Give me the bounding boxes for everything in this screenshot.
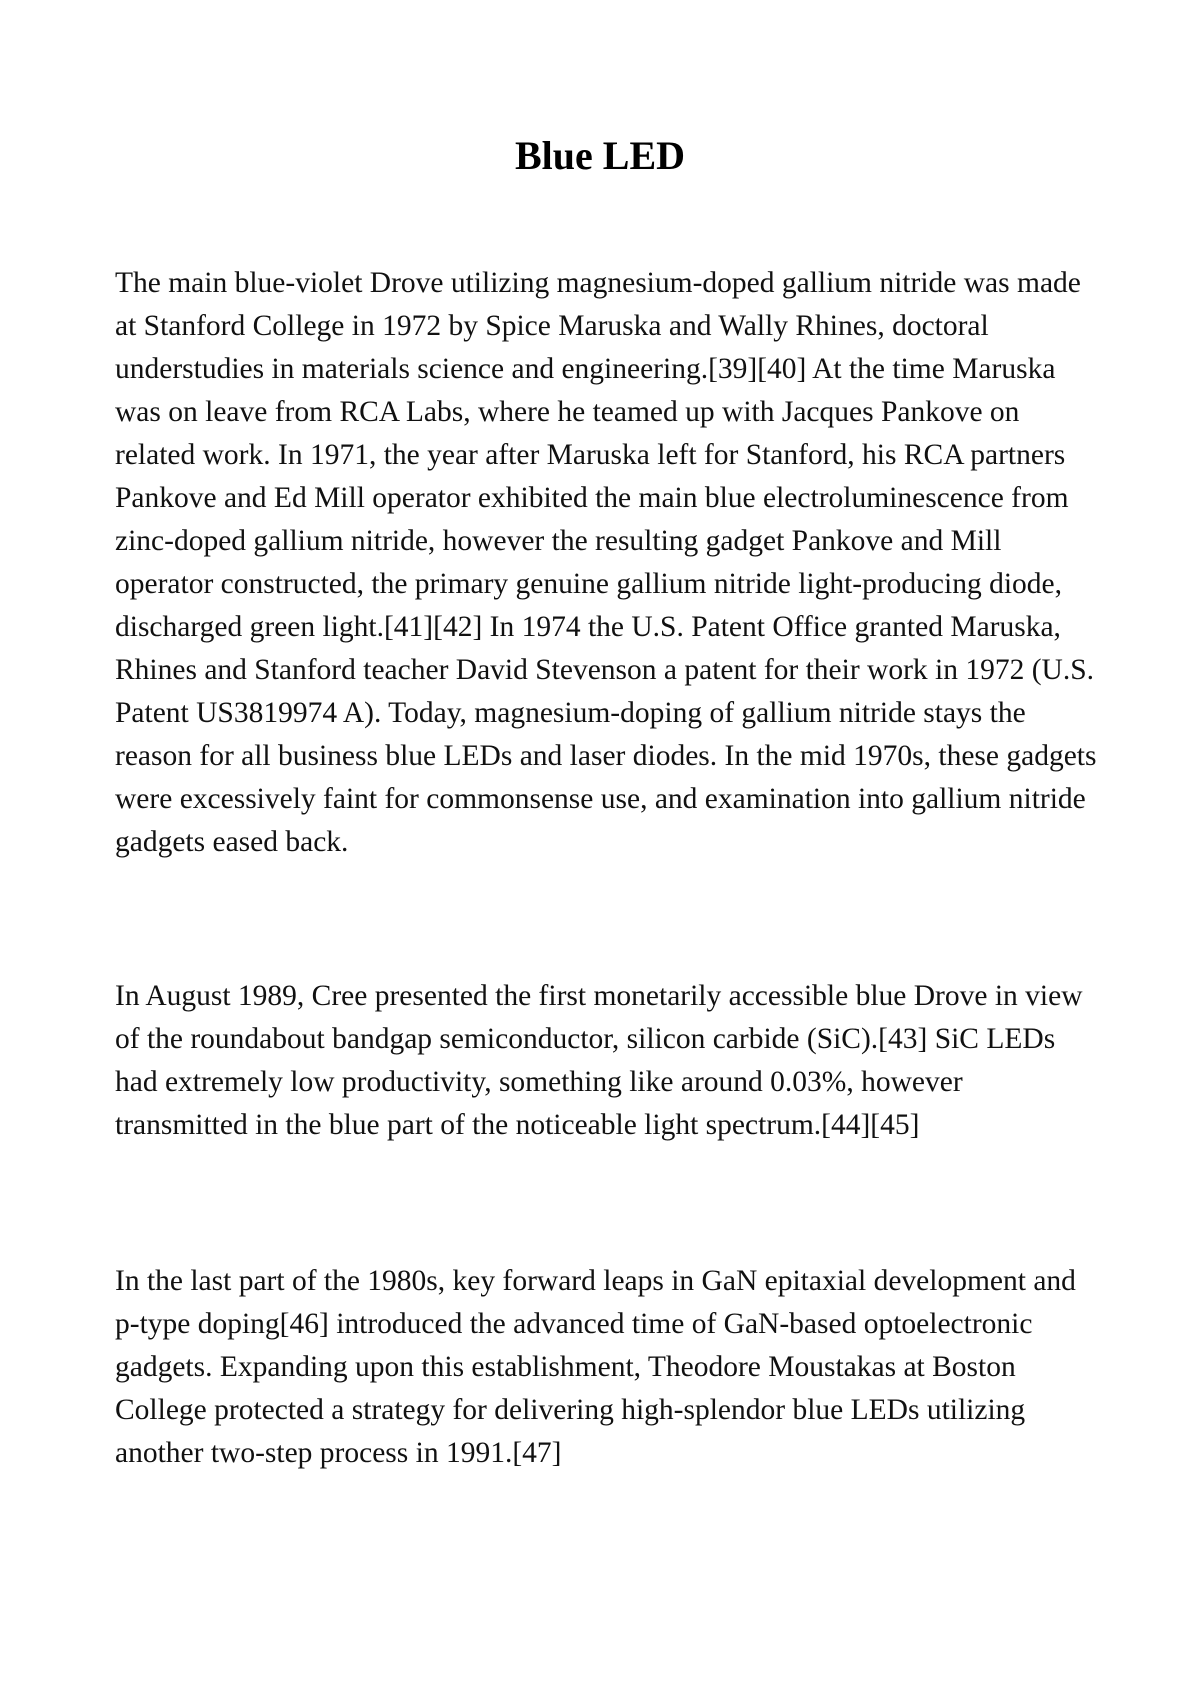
paragraph-1: The main blue-violet Drove utilizing magnesium-doped gallium nitride was made at Stanford College in 1972 by Spice Maruska and Wally Rhines, doctoral understudies in materials science and engineering.[39][40] At the time Maruska was on leave from RCA Labs, where he teamed up with Jacques Pankove on related work. In 1971, the year after Maruska left for Stanford, his RCA partners Pankove and Ed Mill operator exhibited the main blue electroluminescence from zinc-doped gallium nitride, however the resulting gadget Pankove and Mill operator constructed, the primary genuine gallium nitride light-producing diode, discharged green light.[41][42] In 1974 the U.S. Patent Office granted Maruska, Rhines and Stanford teacher David Stevenson a patent for their work in 1972 (U.S. Patent US3819974 A). Today, magnesium-doping of gallium nitride stays the reason for all business blue LEDs and laser diodes. In the mid 1970s, these gadgets were excessively faint for commonsense use, and examination into gallium nitride gadgets eased back. [115, 267, 1097, 858]
paragraph-2: In August 1989, Cree presented the first monetarily accessible blue Drove in view of the roundabout bandgap semiconductor, silicon carbide (SiC).[43] SiC LEDs had extremely low productivity, something like around 0.03%, however transmitted in the blue part of the noticeable light spectrum.[44][45] [115, 980, 1083, 1141]
paragraph-3: In the last part of the 1980s, key forward leaps in GaN epitaxial development and p-type doping[46] introduced the advanced time of GaN-based optoelectronic gadgets. Expanding upon this establishment, Theodore Moustakas at Boston College protected a strategy for delivering high-splendor blue LEDs utilizing another two-step process in 1991.[47] [115, 1265, 1076, 1469]
page-title: Blue LED [514, 133, 686, 178]
